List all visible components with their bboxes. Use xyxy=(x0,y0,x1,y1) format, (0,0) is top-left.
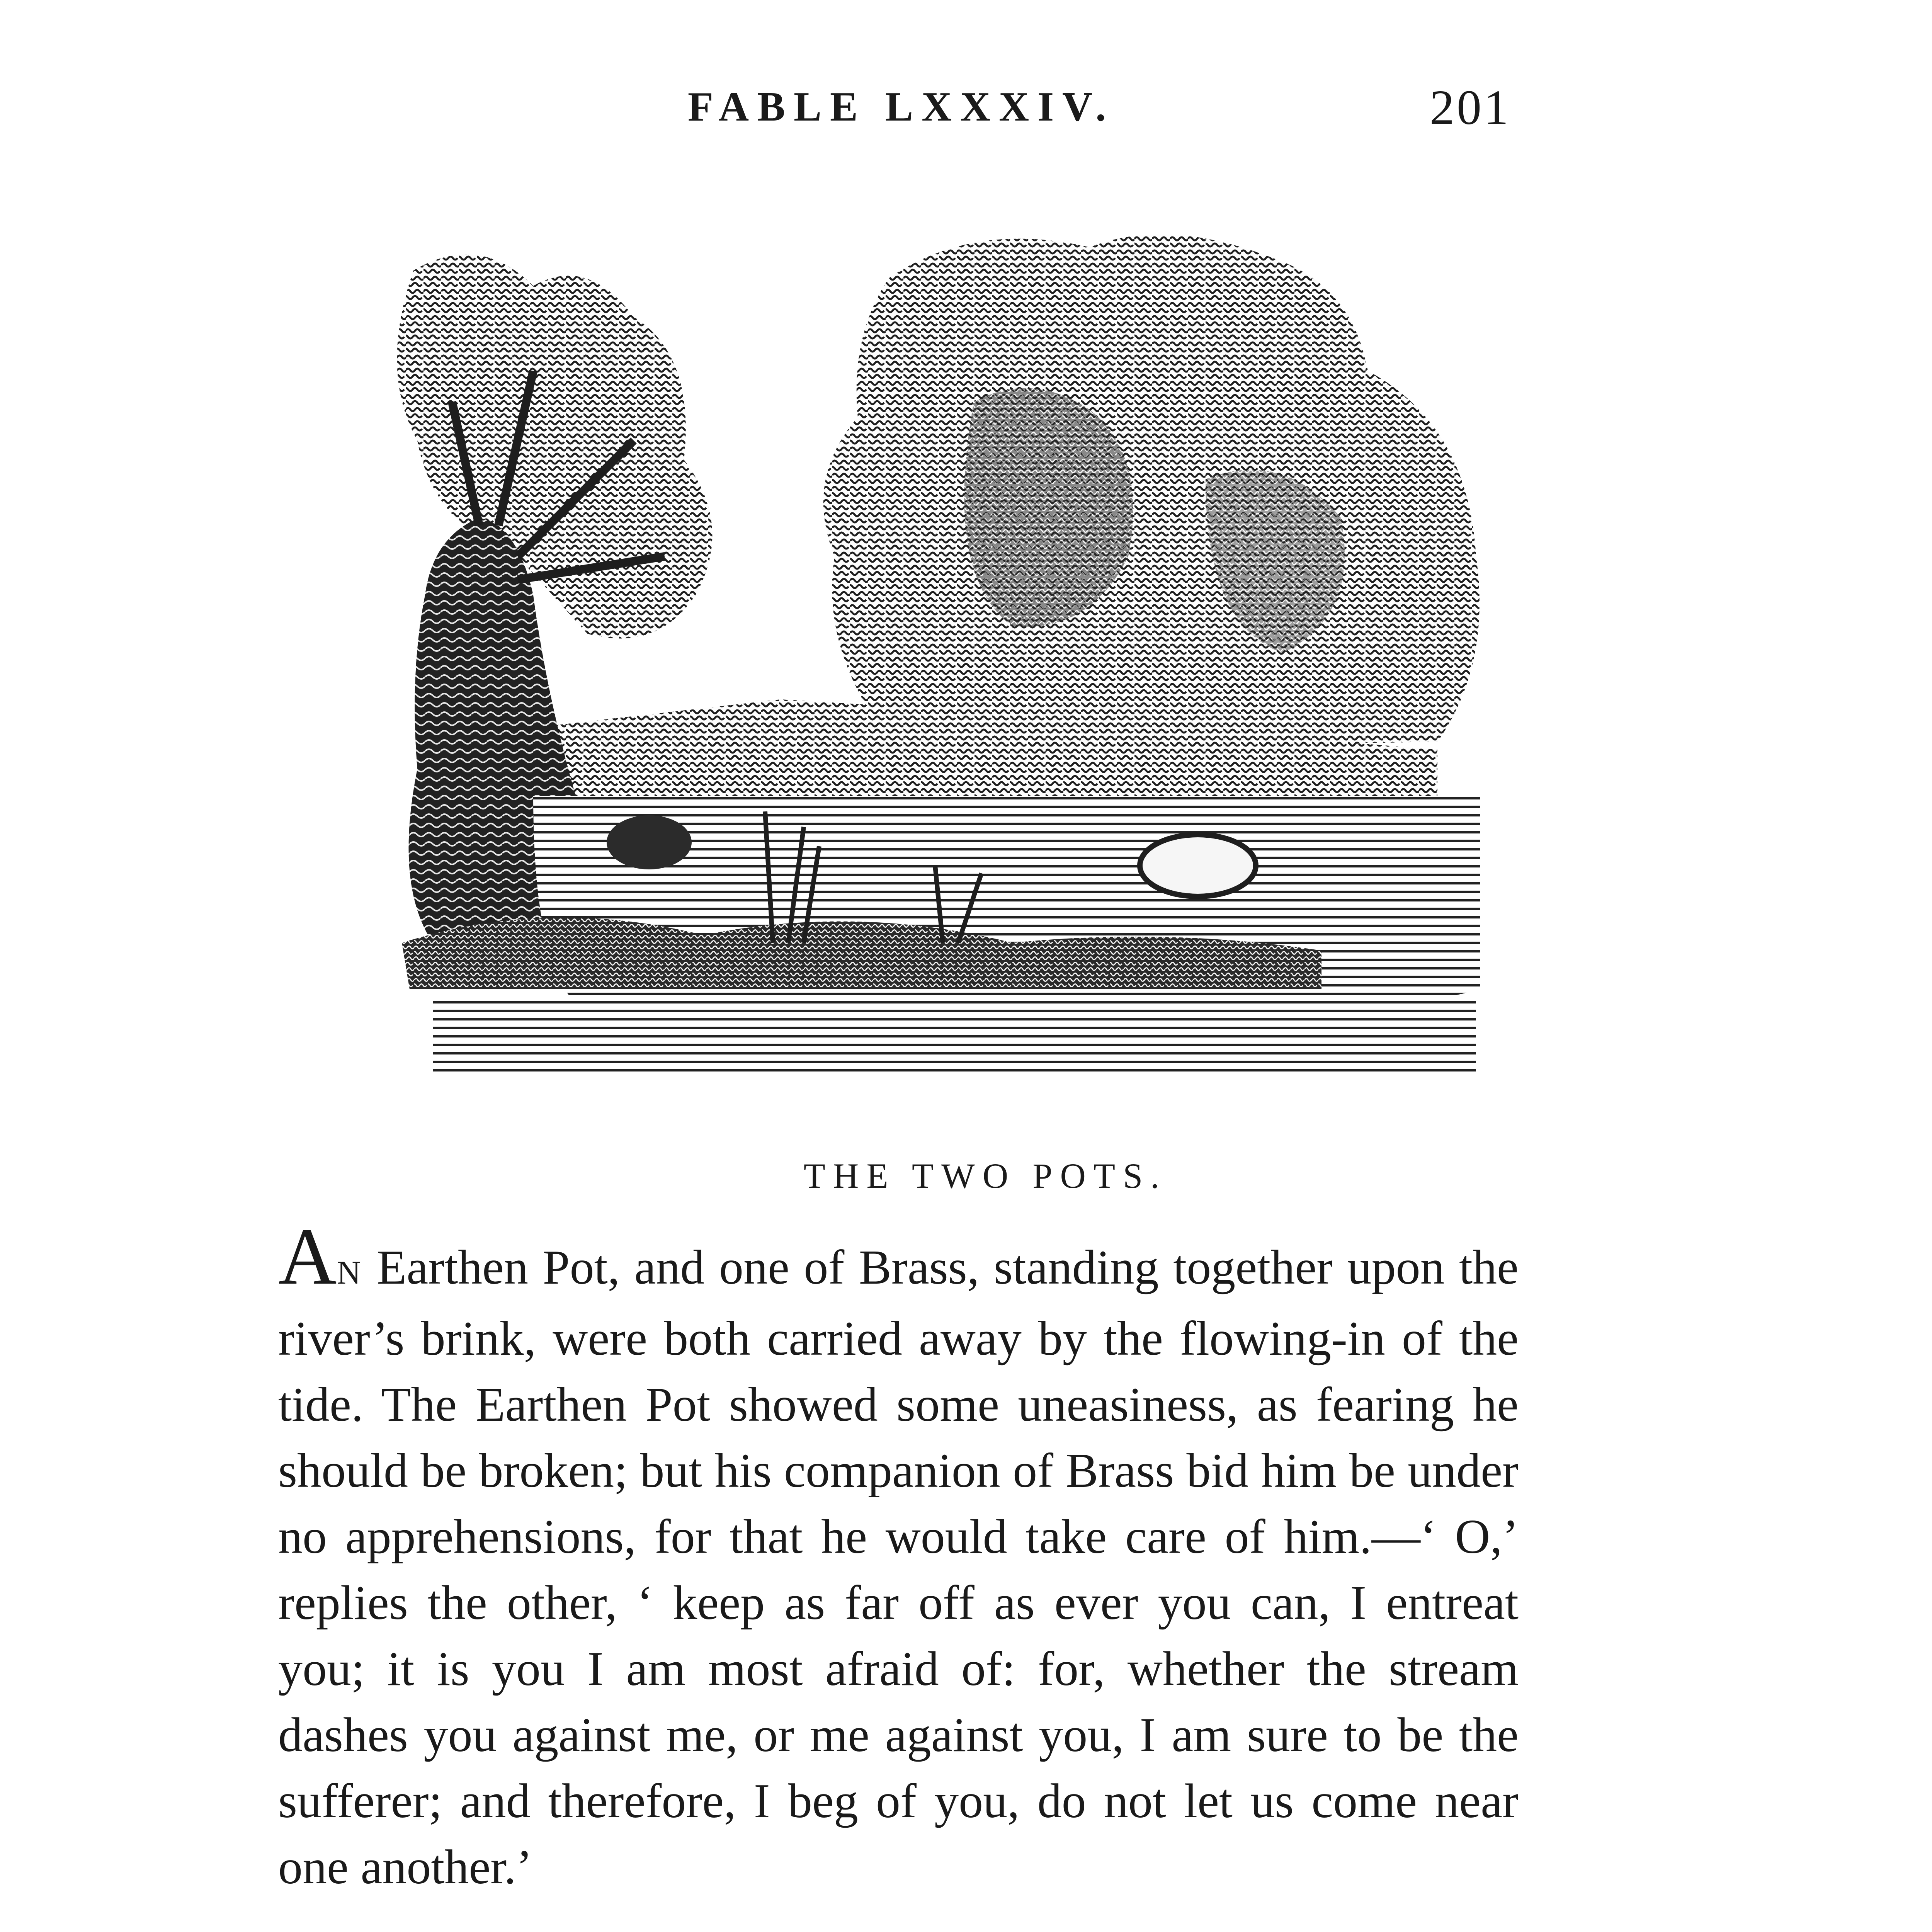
fable-body-text: Earthen Pot, and one of Brass, standing together upon the river’s brink, were both carried away by the flowing-in of the tide. The Earthen Pot showed some uneasiness, as fearing he should be broken; but his companion of Brass bid him be under no apprehensions, for that he would take care of him.—‘ O,’ replies the other, ‘ keep as far off as ever you can, I entreat you; it is you I am most afraid of: for, whether the stream dashes you against me, or me against you, I am sure to be the sufferer; and therefore, I beg of you, do not let us come near one another.’ xyxy=(278,1241,1519,1894)
running-head xyxy=(0,80,1932,137)
running-title: FABLE LXXXIV. xyxy=(688,84,1115,130)
page-number: 201 xyxy=(1430,80,1511,135)
fable-text xyxy=(278,1212,1519,1900)
drop-cap: A xyxy=(278,1212,337,1301)
first-word-remainder: N xyxy=(337,1254,362,1291)
lower-water-lines xyxy=(433,997,1476,1074)
woodcut-illustration xyxy=(317,209,1499,1105)
fable-title: THE TWO POTS. xyxy=(803,1156,1167,1196)
central-tree-canopy xyxy=(823,234,1480,750)
